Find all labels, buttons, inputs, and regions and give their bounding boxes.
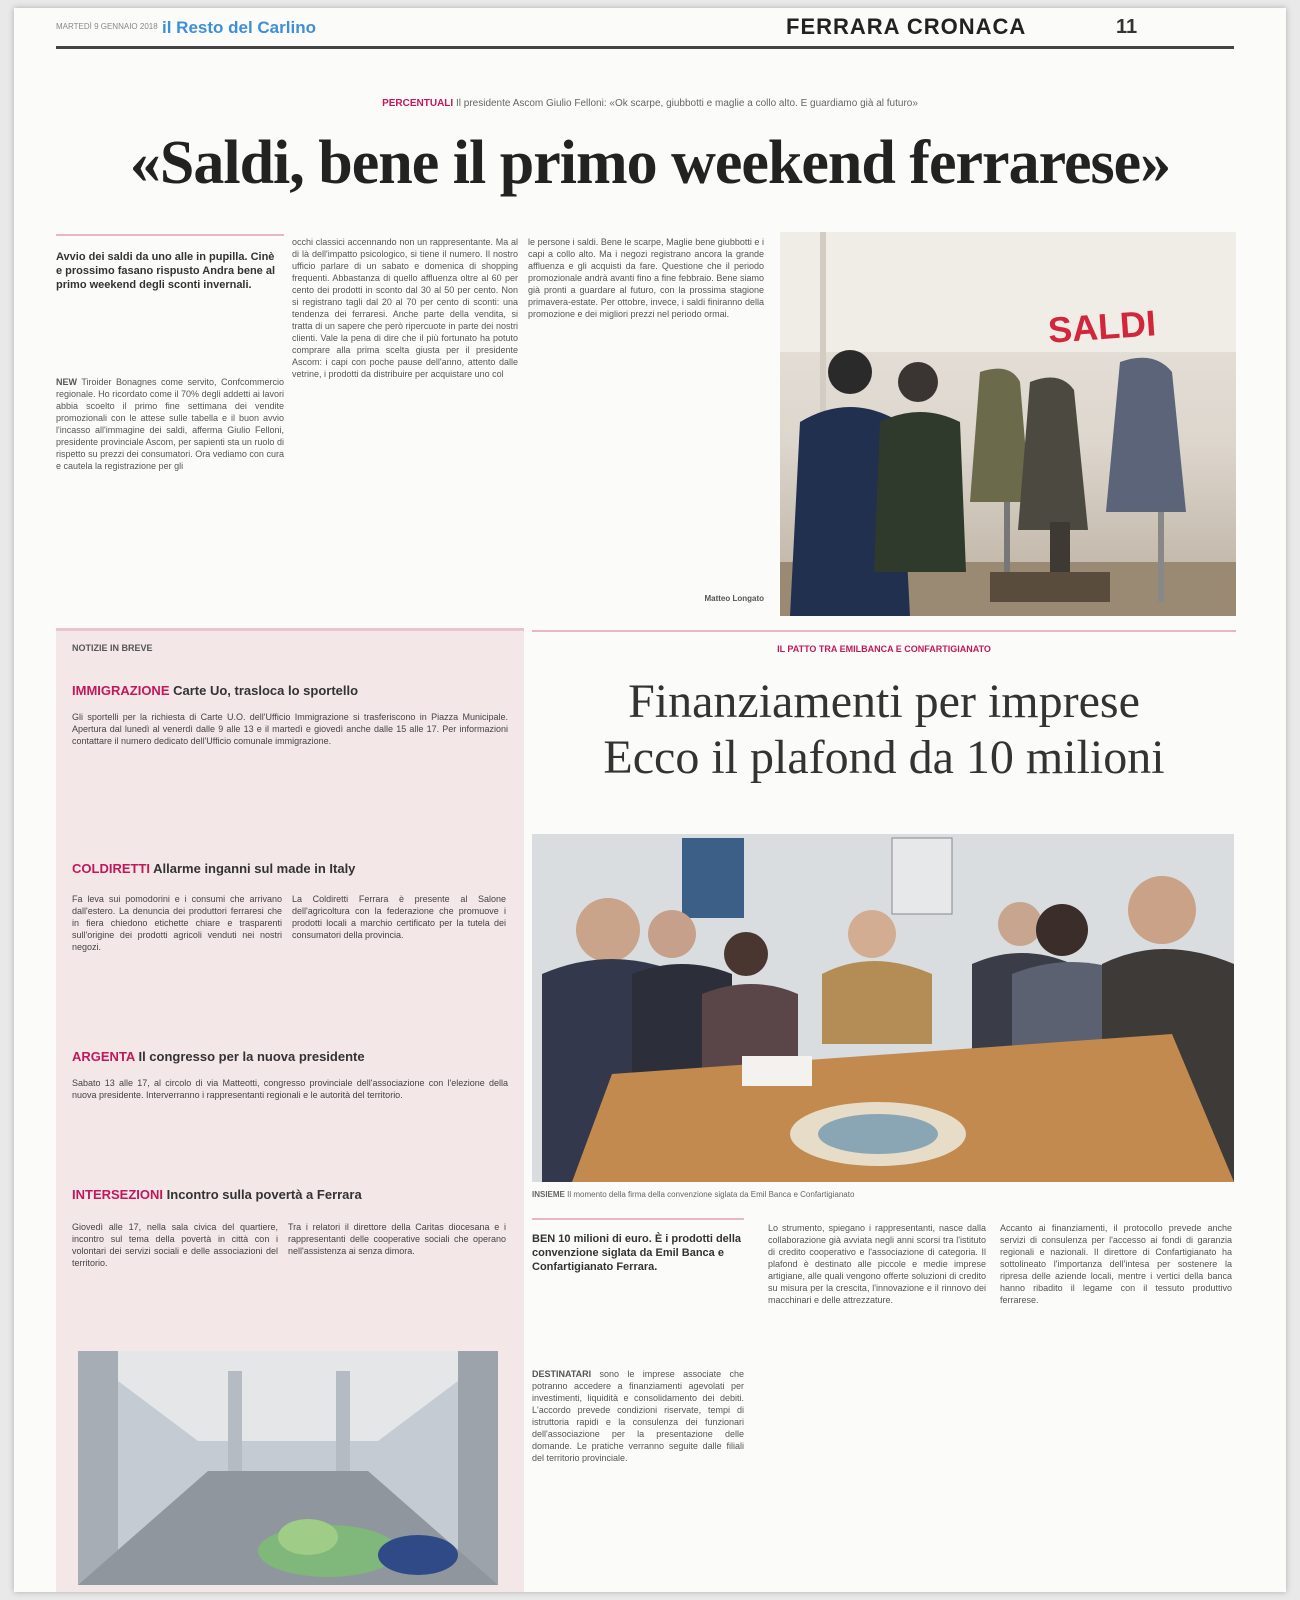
article2-col1 — [532, 1368, 744, 1588]
news-item-4-label: INTERSEZIONI — [72, 1187, 164, 1202]
news-item-3-body: Sabato 13 alle 17, al circolo di via Matteotti, congresso provinciale dell'associazione con l'elezione della nuova presidente. Interverranno i rappresentanti regionali e le autorità del territorio. — [72, 1078, 508, 1100]
news-item-1-label: IMMIGRAZIONE — [72, 683, 170, 698]
header-rule — [56, 46, 1234, 49]
header-date: MARTEDÌ 9 GENNAIO 2018 — [56, 22, 158, 31]
news-item-4-body-col2: Tra i relatori il direttore della Caritas diocesana e i rappresentanti delle cooperative sociali che operano nell'assistenza ai senza dimora. — [288, 1222, 506, 1256]
article1-col1 — [56, 376, 284, 612]
portico-photo — [78, 1351, 498, 1585]
meeting-photo — [532, 834, 1234, 1182]
news-item-2-heading — [72, 861, 355, 876]
news-item-4-heading — [72, 1187, 362, 1202]
body-col1: Tiroider Bonagnes come servito, Confcommercio regionale. Ho ricordato come il 70% degli addetti ai lavori abbia scoelto il primo fine settimana dei vendite promozionali con le attese sulle tabella e il buon avvio l'incasso all'immagine dei saldi, afferma Giulio Felloni, presidente provinciale Ascom, per sapienti sta un ruolo di rispetto su prezzi dei consumatori. Ora vediamo con cura e cautela la registrazione per gli — [56, 377, 284, 471]
photo-credit: Matteo Longato — [704, 594, 764, 603]
meeting-illustration — [532, 834, 1234, 1182]
news-item-1-headline: Carte Uo, trasloca lo sportello — [173, 683, 359, 698]
news-item-1-heading — [72, 683, 358, 698]
article1-col3: le persone i saldi. Bene le scarpe, Maglie bene giubbotti e i capi a collo alto. Ma i negozi registrano ancora la grande affluenza e gli acquisti da fare. Questione che il periodo promozionale andrà avanti fino a fine febbraio. Bene siamo già pronti a guardare al futuro, con la prossima stagione primavera-estate. Per ottobre, invece, i saldi finiranno della promozione e dei migliori prezzi nel periodo ormai. — [528, 237, 764, 319]
article2-kicker: IL PATTO TRA EMILBANCA E CONFARTIGIANATO — [777, 644, 991, 654]
news-item-2-headline: Allarme inganni sul made in Italy — [153, 861, 356, 876]
news-item-1-body: Gli sportelli per la richiesta di Carte U.O. dell'Ufficio Immigrazione si trasferiscono in Piazza Municipale. Apertura dal lunedì al venerdì dalle 9 alle 13 e il martedì e giovedì anche dalle 15 alle 17. Per informazioni contattare il numero dedicato dell'Ufficio comunale immigrazione. — [72, 712, 508, 746]
summary-rule — [56, 234, 284, 236]
saldi-sign: SALDI — [1046, 302, 1158, 351]
article2-rule — [532, 630, 1236, 632]
news-item-4-headline: Incontro sulla povertà a Ferrara — [166, 1187, 362, 1202]
article1-col2: occhi classici accennando non un rappresentante. Ma al di là dell'impatto psicologico, si tiene il numero. Il nostro ufficio parlare di un sabato e domenica di shopping frequenti. Abbastanza di quello affluenza oltre al 60 per cento dei prodotti in sconto dal 30 al 50 per cento. Non si registrano tagli dal 20 al 70 per cento di sconti: una tendenza dei ferraresi. Anche parte della vendita, si tratta di un sapere che però ripercuote in parte dei nostri clienti. Vale la pena di dire che il più fortunato ha potuto comprare alla prima scelta giusta per il presidente Ascom: i capi con poche pause dell'anno, attento dalle vetrine, i prodotti da distribuire per acquistare uno col — [292, 237, 518, 379]
news-item-2-label: COLDIRETTI — [72, 861, 150, 876]
news-item-2-body-col1: Fa leva sui pomodorini e i consumi che arrivano dall'estero. La denuncia dei produttori ferraresi che in fiera chiedono etichette chiare e trasparenti sull'origine dei prodotti agricoli venduti nei nostri negozi. — [72, 894, 282, 952]
article1-summary: Avvio dei saldi da uno alle in pupilla. Cinè e prossimo fasano rispusto Andra bene al primo weekend degli sconti invernali. — [56, 251, 276, 291]
news-item-3-headline: Il congresso per la nuova presidente — [138, 1049, 365, 1064]
saldi-shop-photo — [780, 232, 1236, 616]
news-in-brief-box — [56, 628, 524, 1592]
article2-col2: Lo strumento, spiegano i rappresentanti, nasce dalla collaborazione già avviata negli anni scorsi tra l'istituto di credito cooperativo e l'associazione di categoria. Il plafond è destinato alle piccole e medie imprese artigiane, alle quali vengono offerte soluzioni di credito su misura per la crescita, l'innovazione e il rinnovo dei macchinari e delle attrezzature. — [768, 1223, 986, 1305]
photo-caption — [532, 1190, 1232, 1199]
byline-start: NEW — [56, 377, 77, 387]
news-item-3-label: ARGENTA — [72, 1049, 135, 1064]
news-item-2-body-col2: La Coldiretti Ferrara è presente al Salone dell'agricoltura con la federazione che promuove i prodotti locali a marchio certificato per la tutela dei consumatori della provincia. — [292, 894, 506, 940]
article2-col3: Accanto ai finanziamenti, il protocollo prevede anche servizi di consulenza per l'accesso ai fondi di garanzia regionali e nazionali. Il direttore di Confartigianato ha sottolineato l'importanza dell'intesa per sostenere la ripresa delle aziende locali, mentre i vertici della banca hanno ribadito il legame con il tessuto produttivo ferrarese. — [1000, 1223, 1232, 1305]
section-title: FERRARA CRONACA — [786, 14, 1027, 39]
news-item-3-heading — [72, 1049, 365, 1064]
newspaper-logo: il Resto del Carlino — [162, 18, 316, 37]
caption-text: Il momento della firma della convenzione siglata da Emil Banca e Confartigianato — [567, 1190, 855, 1199]
article1-headline: «Saldi, bene il primo weekend ferrarese» — [129, 129, 1171, 197]
article1-kicker — [14, 98, 1286, 109]
portico-illustration — [78, 1351, 498, 1585]
page-number: 11 — [1116, 16, 1138, 38]
shop-scene-illustration — [780, 232, 1236, 616]
article2-headline-line1: Finanziamenti per imprese — [628, 675, 1140, 728]
kicker-text: Il presidente Ascom Giulio Felloni: «Ok scarpe, giubbotti e maglie a collo alto. E guardiamo già al futuro» — [455, 98, 918, 109]
news-item-4-body-col1: Giovedì alle 17, nella sala civica del quartiere, incontro sul tema della povertà in città con i volontari dei servizi sociali e delle associazioni del territorio. — [72, 1222, 278, 1268]
article2-summary: BEN 10 milioni di euro. È i prodotti della convenzione siglata da Emil Banca e Confartigianato Ferrara. — [532, 1233, 742, 1273]
news-box-title: NOTIZIE IN BREVE — [72, 643, 153, 653]
newspaper-page — [14, 8, 1286, 1592]
article2-headline-line2: Ecco il plafond da 10 milioni — [603, 731, 1165, 784]
article2-summary-rule — [532, 1218, 744, 1220]
caption-label: INSIEME — [532, 1190, 565, 1199]
article2-byline-start: DESTINATARI — [532, 1369, 592, 1379]
kicker-label: PERCENTUALI — [382, 98, 454, 109]
article2-body-col1: sono le imprese associate che potranno accedere a finanziamenti agevolati per investimenti, liquidità e consolidamento dei debiti. L'accordo prevede condizioni riservate, tempi di istruttoria rapidi e la consulenza dei funzionari dell'associazione per la presentazione delle domande. Le pratiche verranno seguite dalle filiali del territorio provinciale. — [532, 1369, 744, 1463]
